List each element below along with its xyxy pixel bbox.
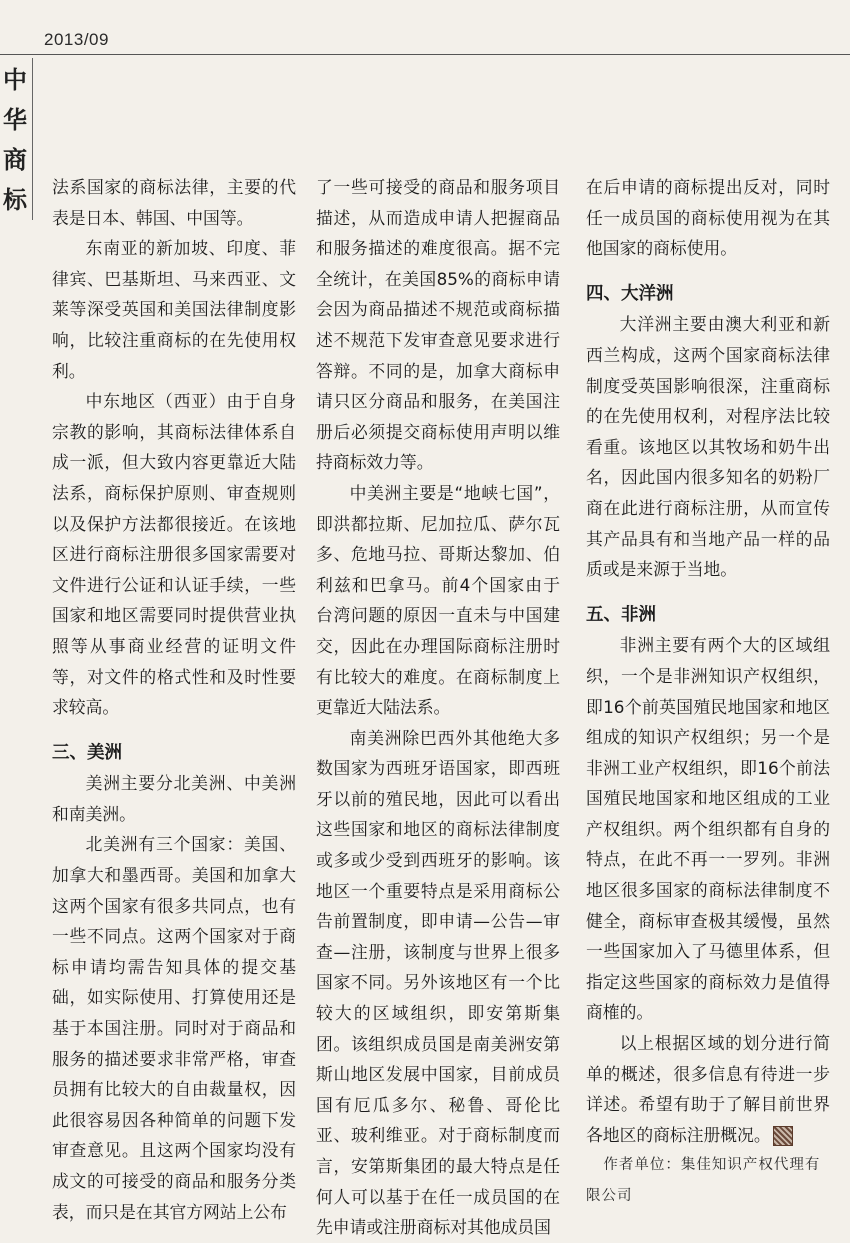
issue-date: 2013/09 xyxy=(44,30,109,49)
header-rule xyxy=(0,54,850,55)
paragraph: 中美洲主要是“地峡七国”，即洪都拉斯、尼加拉瓜、萨尔瓦多、危地马拉、哥斯达黎加、伯利兹和巴拿马。前4个国家由于台湾问题的原因一直未与中国建交，因此在办理国际商标注册时有比较大的难度。在商标制度上更靠近大陆法系。 xyxy=(316,482,560,718)
column-3 xyxy=(586,172,830,1212)
title-char-2: 华 xyxy=(3,105,27,134)
magazine-title-vertical xyxy=(0,60,30,220)
paragraph: 北美洲有三个国家：美国、加拿大和墨西哥。美国和加拿大这两个国家有很多共同点，也有一些不同点。这两个国家对于商标申请均需告知具体的提交基础，如实际使用、打算使用还是基于本国注册。同时对于商品和服务的描述要求非常严格，审查员拥有比较大的自由裁量权，因此很容易因各种简单的问题下发审查意见。且这两个国家均没有成文的可接受的商品和服务分类表，而只是在其官方网站上公布 xyxy=(52,834,296,1222)
title-char-3: 商 xyxy=(3,145,27,174)
column-1 xyxy=(52,172,296,1227)
section-heading-oceania: 四、大洋洲 xyxy=(586,283,674,304)
column-2 xyxy=(316,172,560,1243)
paragraph: 南美洲除巴西外其他绝大多数国家为西班牙语国家，即西班牙以前的殖民地，因此可以看出这些国家和地区的商标法律制度或多或少受到西班牙的影响。该地区一个重要特点是采用商标公告前置制度，即申请—公告—审查—注册，该制度与世界上很多国家不同。另外该地区有一个比较大的区域组织，即安第斯集团。该组织成员国是南美洲安第斯山地区发展中国家，目前成员国有厄瓜多尔、秘鲁、哥伦比亚、玻利维亚。对于商标制度而言，安第斯集团的最大特点是任何人可以基于在任一成员国的在先申请或注册商标对其他成员国 xyxy=(316,727,560,1238)
title-char-4: 标 xyxy=(3,185,27,214)
paragraph: 中东地区（西亚）由于自身宗教的影响，其商标法律体系自成一派，但大致内容更靠近大陆法系，商标保护原则、审查规则以及保护方法都很接近。在该地区进行商标注册很多国家需要对文件进行公证和认证手续，一些国家和地区需要同时提供营业执照等从事商业经营的证明文件等，对文件的格式性和及时性要求较高。 xyxy=(52,391,296,718)
paragraph: 大洋洲主要由澳大利亚和新西兰构成，这两个国家商标法律制度受英国影响很深，注重商标的在先使用权利，对程序法比较看重。该地区以其牧场和奶牛出名，因此国内很多知名的奶粉厂商在此进行商标注册，从而宣传其产品具有和当地产品一样的品质或是来源于当地。 xyxy=(586,314,830,580)
conclusion-text: 以上根据区域的划分进行简单的概述，很多信息有待进一步详述。希望有助于了解目前世界各地区的商标注册概况。 xyxy=(586,1033,830,1145)
title-char-1: 中 xyxy=(3,65,27,94)
paragraph: 非洲主要有两个大的区域组织，一个是非洲知识产权组织，即16个前英国殖民地国家和地区组成的知识产权组织；另一个是非洲工业产权组织，即16个前法国殖民地国家和地区组成的工业产权组织。两个组织都有自身的特点，在此不再一一罗列。非洲地区很多国家的商标法律制度不健全，商标审查极其缓慢，虽然一些国家加入了马德里体系，但指定这些国家的商标效力是值得商榷的。 xyxy=(586,635,830,1023)
section-heading-americas: 三、美洲 xyxy=(52,742,122,763)
paragraph: 东南亚的新加坡、印度、菲律宾、巴基斯坦、马来西亚、文莱等深受英国和美国法律制度影响，比较注重商标的在先使用权利。 xyxy=(52,238,296,381)
paragraph: 在后申请的商标提出反对，同时任一成员国的商标使用视为在其他国家的商标使用。 xyxy=(586,177,830,259)
author-affiliation: 作者单位：集佳知识产权代理有 xyxy=(603,1157,821,1174)
paragraph-conclusion xyxy=(586,1028,830,1150)
paragraph: 了一些可接受的商品和服务项目描述，从而造成申请人把握商品和服务描述的难度很高。据不完全统计，在美国85%的商标申请会因为商品描述不规范或商标描述不规范下发审查意见要求进行答辩。不同的是，加拿大商标申请只区分商品和服务，在美国注册后必须提交商标使用声明以维持商标效力等。 xyxy=(316,177,560,473)
paragraph: 法系国家的商标法律，主要的代表是日本、韩国、中国等。 xyxy=(52,177,296,228)
author-affiliation-cont: 限公司 xyxy=(586,1188,633,1204)
side-rule xyxy=(32,58,33,220)
paragraph: 美洲主要分北美洲、中美洲和南美洲。 xyxy=(52,773,296,824)
section-heading-africa: 五、非洲 xyxy=(586,604,656,625)
end-mark-icon xyxy=(773,1126,793,1146)
